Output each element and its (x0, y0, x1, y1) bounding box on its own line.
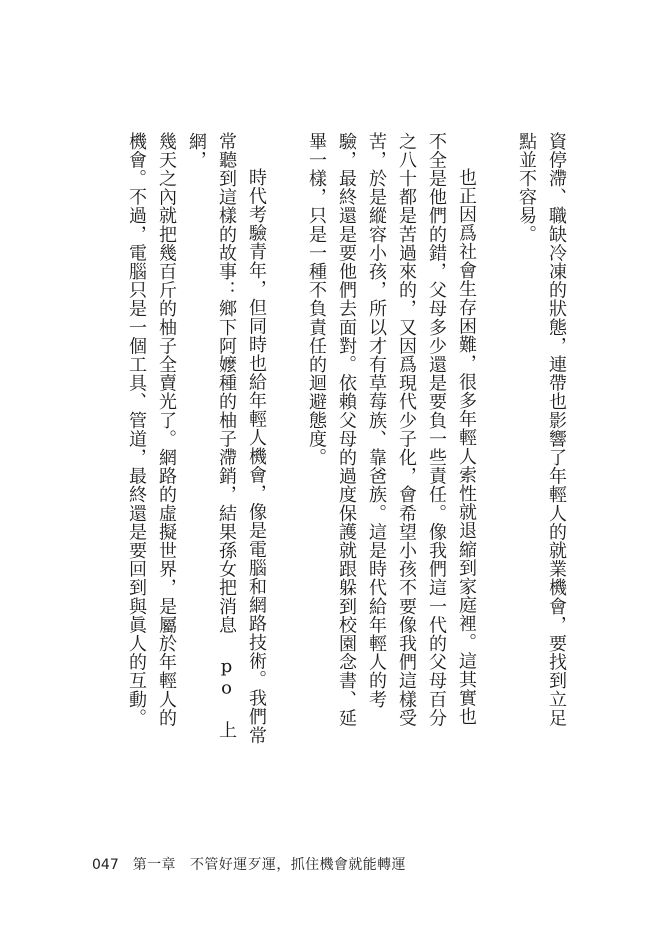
paragraph-3 (121, 132, 271, 752)
text-line: 資停滯、職缺冷凍的狀態，連帶也影響了年輕人的就業機會，要找到立足 (546, 132, 567, 728)
text-line: 點並不容易。 (516, 132, 537, 244)
chapter-label: 第一章 (132, 857, 176, 873)
text-line: 常聽到這樣的故事：鄉下阿嬤種的柚子滯銷，結果孫女把消息 po 上網， (186, 132, 237, 740)
page-number: 047 (92, 857, 119, 873)
vertical-text-block (121, 132, 571, 752)
text-line: 幾天之內就把幾百斤的柚子全賣光了。網路的虛擬世界，是屬於年輕人的 (156, 132, 177, 728)
text-line: 也正因爲社會生存困難，很多年輕人索性就退縮到家庭裡。這其實也 (456, 168, 477, 726)
paragraph-gap (481, 132, 511, 752)
text-line: 之八十都是苦過來的，又因爲現代少子化，會希望小孩不要像我們這樣受 (396, 132, 417, 728)
text-line: 苦，於是縱容小孩，所以才有草莓族、靠爸族。這是時代給年輕人的考 (366, 132, 387, 709)
paragraph-gap (271, 132, 301, 752)
page-footer (92, 854, 406, 874)
paragraph-1 (511, 132, 571, 752)
text-line: 機會。不過，電腦只是一個工具、管道，最終還是要回到與眞人的互動。 (126, 132, 147, 728)
text-line: 不全是他們的錯，父母多少還是要負一些責任。像我們這一代的父母百分 (426, 132, 447, 728)
text-line: 驗，最終還是要他們去面對。依賴父母的過度保護就跟躲到校園念書、延 (336, 132, 357, 728)
paragraph-2 (301, 132, 481, 752)
chapter-title: 不管好運歹運，抓住機會就能轉運 (189, 857, 406, 873)
text-line: 時代考驗青年，但同時也給年輕人機會，像是電腦和網路技術。我們常 (246, 168, 267, 745)
text-line: 畢一樣，只是一種不負責任的迴避態度。 (306, 132, 327, 467)
